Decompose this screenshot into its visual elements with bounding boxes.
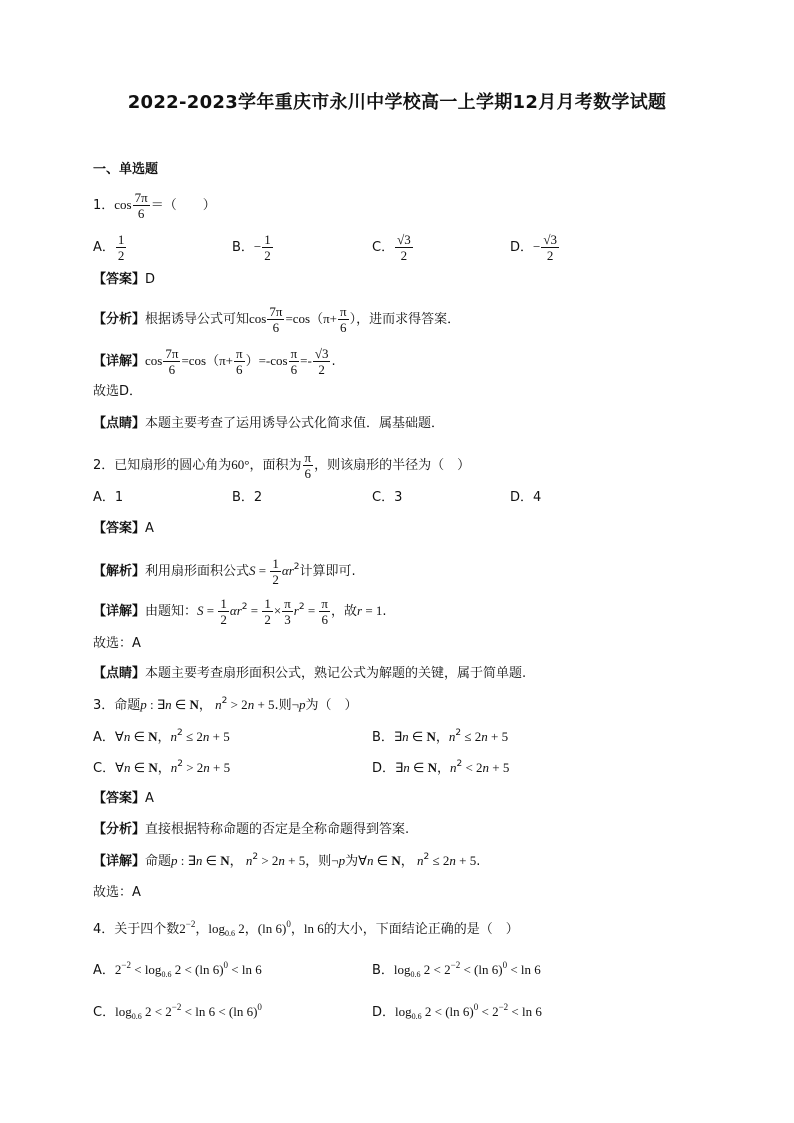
q2-detail: 【详解】由题知：S = $\frac{1}{2}$ $\alpha r^2$ = $\frac{1}{2}$ × $\frac{\pi}{3}$ $r^2$ = $\frac{\pi}{6}$ ，故r = 1. [93, 596, 387, 627]
question-1-stem: 1．cos $\frac{7\pi}{6}$ ＝（ ） [93, 190, 216, 221]
question-3-stem: 3．命题p : ∃n ∈ N， $n^2 > 2n + 5$.则¬p为（ ） [93, 696, 358, 713]
q3-detail: 【详解】命题p : ∃n ∈ N， $n^2 > 2n + 5$，则¬p为∀n ∈ N， $n^2 \le 2n + 5$. [93, 852, 481, 869]
q2-answer: 【答案】A [93, 521, 154, 536]
q3-choose: 故选：A [93, 885, 141, 900]
q1-option-b[interactable]: B．− $\frac{1}{2}$ [232, 232, 271, 263]
question-number: 3． [93, 698, 115, 713]
q4-option-a[interactable]: A．$2^{-2} < \log_{0.6} 2 < (\ln$ 6)$^0$ < ln 6 [93, 960, 262, 979]
q2-option-b[interactable]: B．2 [232, 490, 263, 505]
q4-option-b[interactable]: B．$\log_{0.6} 2 < 2^{-2} < (\ln$ 6)$^0$ < ln 6 [372, 960, 541, 979]
q1-choose: 故选D． [93, 384, 143, 399]
q1-option-d[interactable]: D．− $\frac{√3}{2}$ [510, 232, 557, 263]
q2-option-a[interactable]: A．1 [93, 490, 124, 505]
q4-option-d[interactable]: D．$\log_{0.6} 2 < (\ln$ $6)^0 < 2^{-2} < \ln 6$ [372, 1002, 542, 1021]
q1-option-c[interactable]: C． $\frac{√3}{2}$ [372, 232, 411, 263]
q3-option-b[interactable]: B．∃n ∈ N，$n^2 \le 2n + 5$ [372, 728, 509, 745]
q2-choose: 故选：A [93, 636, 141, 651]
q3-answer: 【答案】A [93, 791, 154, 806]
question-4-stem: 4．关于四个数$2^{-2}$，$\log_{0.6} 2$，(ln 6)$^0$，ln 6的大小，下面结论正确的是（ ） [93, 919, 519, 938]
q2-option-c[interactable]: C．3 [372, 490, 403, 505]
q4-option-c[interactable]: C．$\log_{0.6} 2 < 2^{-2} < \ln 6 < (\ln$ 6)$^0$ [93, 1002, 262, 1021]
q2-comment: 【点睛】本题主要考查扇形面积公式，熟记公式为解题的关键，属于简单题. [93, 666, 527, 681]
q1-option-a[interactable]: A． $\frac{1}{2}$ [93, 232, 125, 263]
q1-analysis: 【分析】根据诱导公式可知cos $\frac{7\pi}{6}$ =cos（π+ $\frac{\pi}{6}$ ），进而求得答案． [93, 304, 461, 335]
question-number: 2． [93, 458, 115, 473]
question-2-stem: 2．已知扇形的圆心角为60°，面积为 $\frac{\pi}{6}$ ，则该扇形的半径为（ ） [93, 450, 471, 481]
q2-option-d[interactable]: D．4 [510, 490, 542, 505]
q2-analysis: 【解析】利用扇形面积公式S = $\frac{1}{2}$ $\alpha r^2$计算即可. [93, 556, 356, 587]
q3-analysis: 【分析】直接根据特称命题的否定是全称命题得到答案. [93, 822, 410, 837]
q1-answer: 【答案】D [93, 272, 156, 287]
q3-option-c[interactable]: C．∀n ∈ N，$n^2 > 2n + 5$ [93, 759, 231, 776]
page-title: 2022-2023学年重庆市永川中学校高一上学期12月月考数学试题 [127, 92, 667, 113]
section-heading: 一、单选题 [93, 162, 159, 177]
q1-detail: 【详解】cos $\frac{7\pi}{6}$ =cos（π+ $\frac{\pi}{6}$ ）=-cos $\frac{\pi}{6}$ =- $\frac{√3}{2}$ . [93, 346, 336, 377]
q3-option-d[interactable]: D．∃n ∈ N，$n^2 < 2n + 5$ [372, 759, 510, 776]
question-number: 1． [93, 198, 115, 213]
q1-comment: 【点睛】本题主要考查了运用诱导公式化简求值．属基础题． [93, 416, 445, 431]
q3-option-a[interactable]: A．∀n ∈ N，$n^2 \le 2n + 5$ [93, 728, 230, 745]
fraction: $\frac{7\pi}{6}$ [134, 190, 148, 221]
question-number: 4． [93, 922, 115, 937]
